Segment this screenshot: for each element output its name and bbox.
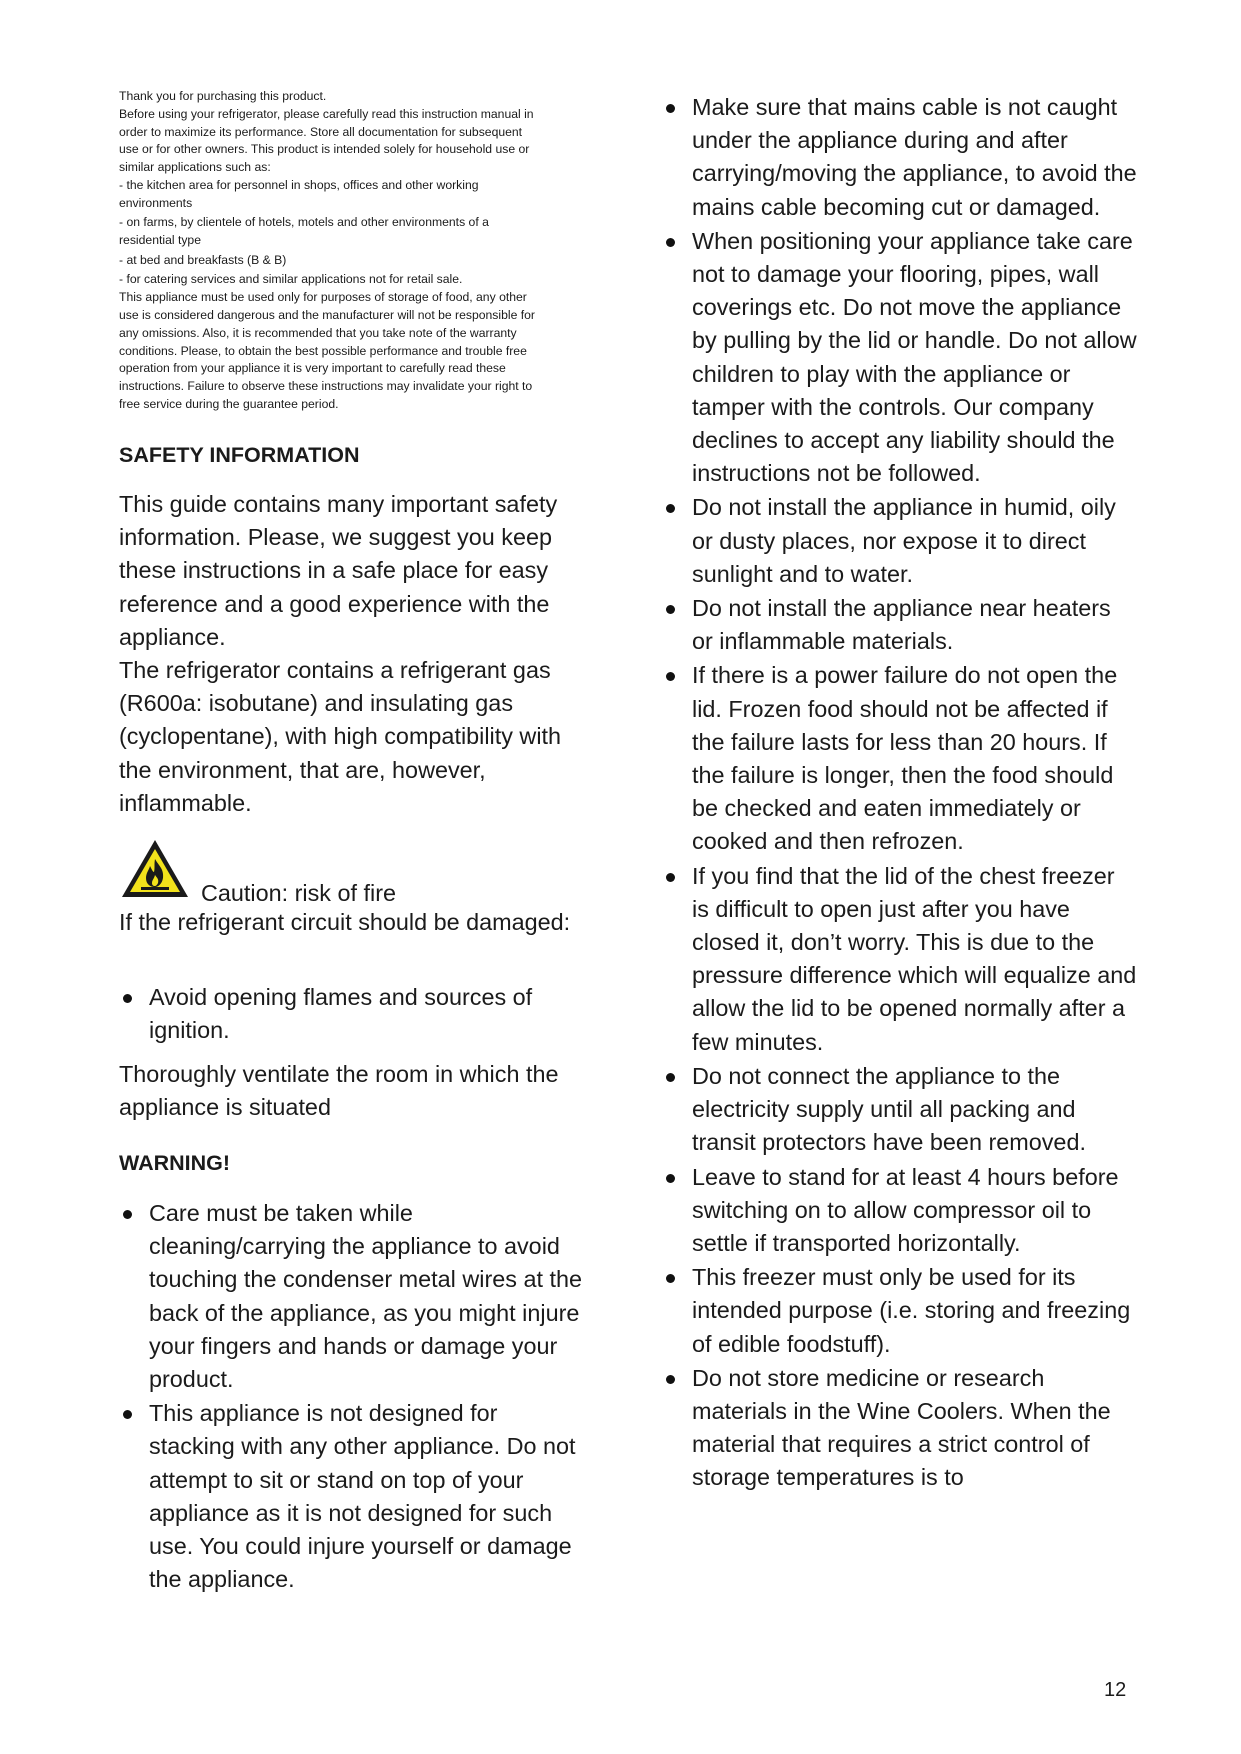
intro-line: - for catering services and similar applications not for retail sale. xyxy=(119,272,463,287)
guide-paragraph: This guide contains many important safety information. Please, we suggest you keep these instructions in a safe place for easy reference and a good experience with the appliance. xyxy=(119,491,558,650)
list-item xyxy=(662,91,1137,224)
intro-line: use is considered dangerous and the manufacturer will not be responsible for xyxy=(119,307,535,322)
warning-heading: WARNING! xyxy=(119,1151,231,1175)
list-item-text: If you find that the lid of the chest freezer is difficult to open just after you have closed it, don’t worry. This is due to the pressure difference which will equalize and allow the lid to be opened normally after a few minutes. xyxy=(692,862,1137,1055)
intro-line: - the kitchen area for personnel in shops, offices and other working xyxy=(119,177,479,192)
list-item xyxy=(662,491,1137,591)
safety-heading: SAFETY INFORMATION xyxy=(119,443,360,467)
circuit-text: If the refrigerant circuit should be damaged: xyxy=(119,909,571,935)
list-item xyxy=(662,1362,1137,1495)
intro-line: This appliance must be used only for purposes of storage of food, any other xyxy=(119,290,527,305)
bullet-icon xyxy=(666,104,675,113)
intro-line: instructions. Failure to observe these instructions may invalidate your right to xyxy=(119,379,533,394)
intro-line: similar applications such as: xyxy=(119,160,271,175)
caution-row xyxy=(119,837,589,907)
list-item-text: This appliance is not designed for stacking with any other appliance. Do not attempt to sit or stand on top of your appliance as it is not designed for such use. You could injure yourself or damage the appliance. xyxy=(149,1400,576,1593)
list-item-text: Do not install the appliance near heaters or inflammable materials. xyxy=(692,595,1111,655)
list-item xyxy=(662,1060,1137,1160)
intro-line: use or for other owners. This product is intended solely for household use or xyxy=(119,142,530,157)
bullet-icon xyxy=(666,504,675,513)
list-item-text: When positioning your appliance take care not to damage your flooring, pipes, wall coverings etc. Do not move the appliance by pulling by the lid or handle. Do not allow children to play with the appliance or tamper with the controls. Our company declines to accept any liability should the instructions not be followed. xyxy=(692,227,1137,487)
bullet-icon xyxy=(123,1410,132,1419)
list-item xyxy=(119,1197,589,1396)
list-item xyxy=(119,981,589,1047)
intro-line: free service during the guarantee period. xyxy=(119,396,339,411)
list-item xyxy=(662,659,1137,858)
list-item xyxy=(119,1397,589,1596)
gas-paragraph: The refrigerator contains a refrigerant gas (R600a: isobutane) and insulating gas (cyclopentane), with high compatibility with the environment, that are, however, inflammable. xyxy=(119,657,562,816)
list-item xyxy=(662,225,1137,491)
bullet-icon xyxy=(666,238,675,247)
intro-line: - on farms, by clientele of hotels, motels and other environments of a xyxy=(119,215,489,230)
list-item xyxy=(662,1261,1137,1361)
bullet-icon xyxy=(666,1174,675,1183)
bullet-icon xyxy=(666,672,675,681)
list-item-text: Do not install the appliance in humid, oily or dusty places, nor expose it to direct sunlight and to water. xyxy=(692,494,1116,587)
list-item-text: Do not store medicine or research materials in the Wine Coolers. When the material that requires a strict control of storage temperatures is to xyxy=(692,1364,1111,1491)
list-item-text: Make sure that mains cable is not caught under the appliance during and after carrying/moving the appliance, to avoid the mains cable becoming cut or damaged. xyxy=(692,94,1137,220)
intro-line: environments xyxy=(119,195,193,210)
list-item-text: Avoid opening flames and sources of ignition. xyxy=(149,984,533,1044)
ventilate-text: Thoroughly ventilate the room in which the appliance is situated xyxy=(119,1061,559,1121)
intro-line: Thank you for purchasing this product. xyxy=(119,89,327,103)
bullet-icon xyxy=(666,1073,675,1082)
list-item xyxy=(662,1161,1137,1261)
intro-line: - at bed and breakfasts (B & B) xyxy=(119,252,287,267)
intro-line: operation from your appliance it is very important to carefully read these xyxy=(119,361,506,376)
right-bullet-list xyxy=(662,91,1137,1496)
list-item xyxy=(662,592,1137,658)
bullet-icon xyxy=(666,1375,675,1384)
caution-text: Caution: risk of fire xyxy=(201,880,396,906)
flammable-warning-icon xyxy=(119,837,191,901)
intro-line: conditions. Please, to obtain the best possible performance and trouble free xyxy=(119,343,527,358)
intro-line: order to maximize its performance. Store all documentation for subsequent xyxy=(119,124,523,139)
list-item-text: Care must be taken while cleaning/carrying the appliance to avoid touching the condenser metal wires at the back of the appliance, as you might injure your fingers and hands or damage your product. xyxy=(149,1200,582,1393)
warning-bullet-list xyxy=(119,1197,589,1597)
list-item-text: If there is a power failure do not open the lid. Frozen food should not be affected if the failure lasts for less than 20 hours. If the failure is longer, then the food should be checked and eaten immediately or cooked and then refrozen. xyxy=(692,662,1118,855)
circuit-bullet-list xyxy=(119,981,589,1047)
bullet-icon xyxy=(666,873,675,882)
safety-intro xyxy=(119,488,589,820)
bullet-icon xyxy=(123,994,132,1003)
list-item-text: Leave to stand for at least 4 hours before switching on to allow compressor oil to settle if transported horizontally. xyxy=(692,1163,1119,1256)
bullet-icon xyxy=(666,1274,675,1283)
intro-text xyxy=(119,88,589,414)
page-number: 12 xyxy=(1104,1679,1127,1701)
list-item-text: Do not connect the appliance to the electricity supply until all packing and transit protectors have been removed. xyxy=(692,1062,1086,1156)
intro-line: Before using your refrigerator, please carefully read this instruction manual in xyxy=(119,106,534,121)
bullet-icon xyxy=(666,605,675,614)
list-item xyxy=(662,860,1137,1059)
bullet-icon xyxy=(123,1210,132,1219)
intro-line: residential type xyxy=(119,233,201,248)
list-item-text: This freezer must only be used for its intended purpose (i.e. storing and freezing of edible foodstuff). xyxy=(692,1264,1131,1357)
intro-line: any omissions. Also, it is recommended that you take note of the warranty xyxy=(119,325,517,340)
